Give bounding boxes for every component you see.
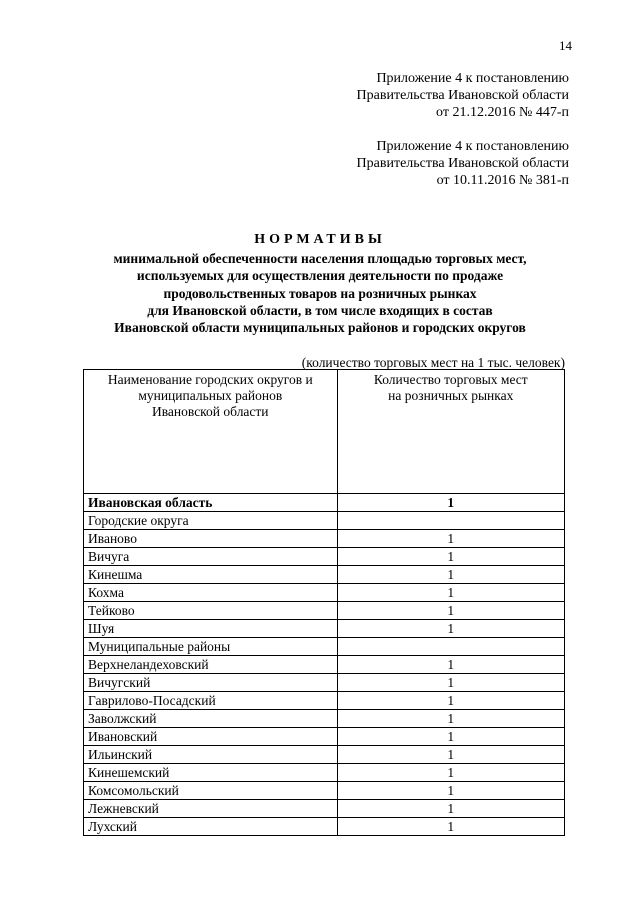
appendix-2-line-2: Правительства Ивановской области: [356, 156, 569, 171]
title-main: НОРМАТИВЫ: [254, 232, 386, 247]
document-title: [60, 231, 580, 336]
row-value: 1: [337, 548, 564, 566]
row-value: 1: [337, 800, 564, 818]
row-name: Ильинский: [84, 746, 338, 764]
title-line-1: минимальной обеспеченности населения площадью торговых мест,: [113, 251, 527, 266]
row-name: Ивановская область: [84, 494, 338, 512]
table-row: [84, 548, 565, 566]
table-row: [84, 782, 565, 800]
row-name: Комсомольский: [84, 782, 338, 800]
row-name: Городские округа: [84, 512, 338, 530]
appendix-2-line-3: от 10.11.2016 № 381-п: [436, 173, 569, 188]
row-value: 1: [337, 746, 564, 764]
table-row: [84, 620, 565, 638]
row-value: 1: [337, 620, 564, 638]
row-name: Шуя: [84, 620, 338, 638]
row-name: Тейково: [84, 602, 338, 620]
row-value: [337, 512, 564, 530]
table-row: [84, 584, 565, 602]
row-name: Кохма: [84, 584, 338, 602]
table-row: [84, 602, 565, 620]
table-row: [84, 746, 565, 764]
row-value: 1: [337, 566, 564, 584]
row-value: 1: [337, 656, 564, 674]
norms-table: [83, 369, 565, 836]
row-value: 1: [337, 530, 564, 548]
table-header-row: [84, 370, 565, 494]
title-line-2: используемых для осуществления деятельности по продаже: [136, 268, 504, 284]
row-value: 1: [337, 674, 564, 692]
appendix-note-2: [357, 138, 569, 189]
row-name: Гаврилово-Посадский: [84, 692, 338, 710]
table-row: [84, 530, 565, 548]
row-value: 1: [337, 782, 564, 800]
table-row: [84, 692, 565, 710]
table-row: [84, 818, 565, 836]
table-row: [84, 764, 565, 782]
table-row: [84, 638, 565, 656]
row-name: Кинешемский: [84, 764, 338, 782]
header-trade-places: Количество торговых мест на розничных рынках: [337, 370, 564, 494]
row-name: Лежневский: [84, 800, 338, 818]
row-value: 1: [337, 692, 564, 710]
title-line-5: Ивановской области муниципальных районов и городских округов: [114, 320, 526, 336]
row-name: Вичугский: [84, 674, 338, 692]
title-line-4: для Ивановской области, в том числе входящих в состав: [147, 302, 493, 318]
appendix-1-line-3: от 21.12.2016 № 447-п: [436, 105, 569, 120]
appendix-1-line-2: Правительства Ивановской области: [356, 88, 569, 103]
row-name: Ивановский: [84, 728, 338, 746]
header-district-name: Наименование городских округов и муниципальных районов Ивановской области: [84, 370, 338, 494]
appendix-1-line-1: Приложение 4 к постановлению: [376, 71, 569, 86]
row-value: 1: [337, 584, 564, 602]
row-value: 1: [337, 602, 564, 620]
row-name: Вичуга: [84, 548, 338, 566]
row-value: 1: [337, 710, 564, 728]
table-row: [84, 512, 565, 530]
row-value: [337, 638, 564, 656]
table-row: [84, 566, 565, 584]
table-row: [84, 728, 565, 746]
table-row: [84, 800, 565, 818]
row-name: Муниципальные районы: [84, 638, 338, 656]
title-line-3: продовольственных товаров на розничных рынках: [163, 285, 477, 301]
table-row: [84, 494, 565, 512]
table-row: [84, 656, 565, 674]
row-name: Верхнеландеховский: [84, 656, 338, 674]
row-name: Иваново: [84, 530, 338, 548]
row-name: Кинешма: [84, 566, 338, 584]
row-name: Лухский: [84, 818, 338, 836]
units-note: (количество торговых мест на 1 тыс. человек): [301, 355, 565, 370]
appendix-note-1: [357, 70, 569, 121]
row-value: 1: [337, 818, 564, 836]
row-value: 1: [337, 764, 564, 782]
table-row: [84, 674, 565, 692]
row-value: 1: [337, 494, 564, 512]
table-row: [84, 710, 565, 728]
row-value: 1: [337, 728, 564, 746]
page-number: 14: [559, 38, 572, 53]
row-name: Заволжский: [84, 710, 338, 728]
appendix-2-line-1: Приложение 4 к постановлению: [376, 139, 569, 154]
